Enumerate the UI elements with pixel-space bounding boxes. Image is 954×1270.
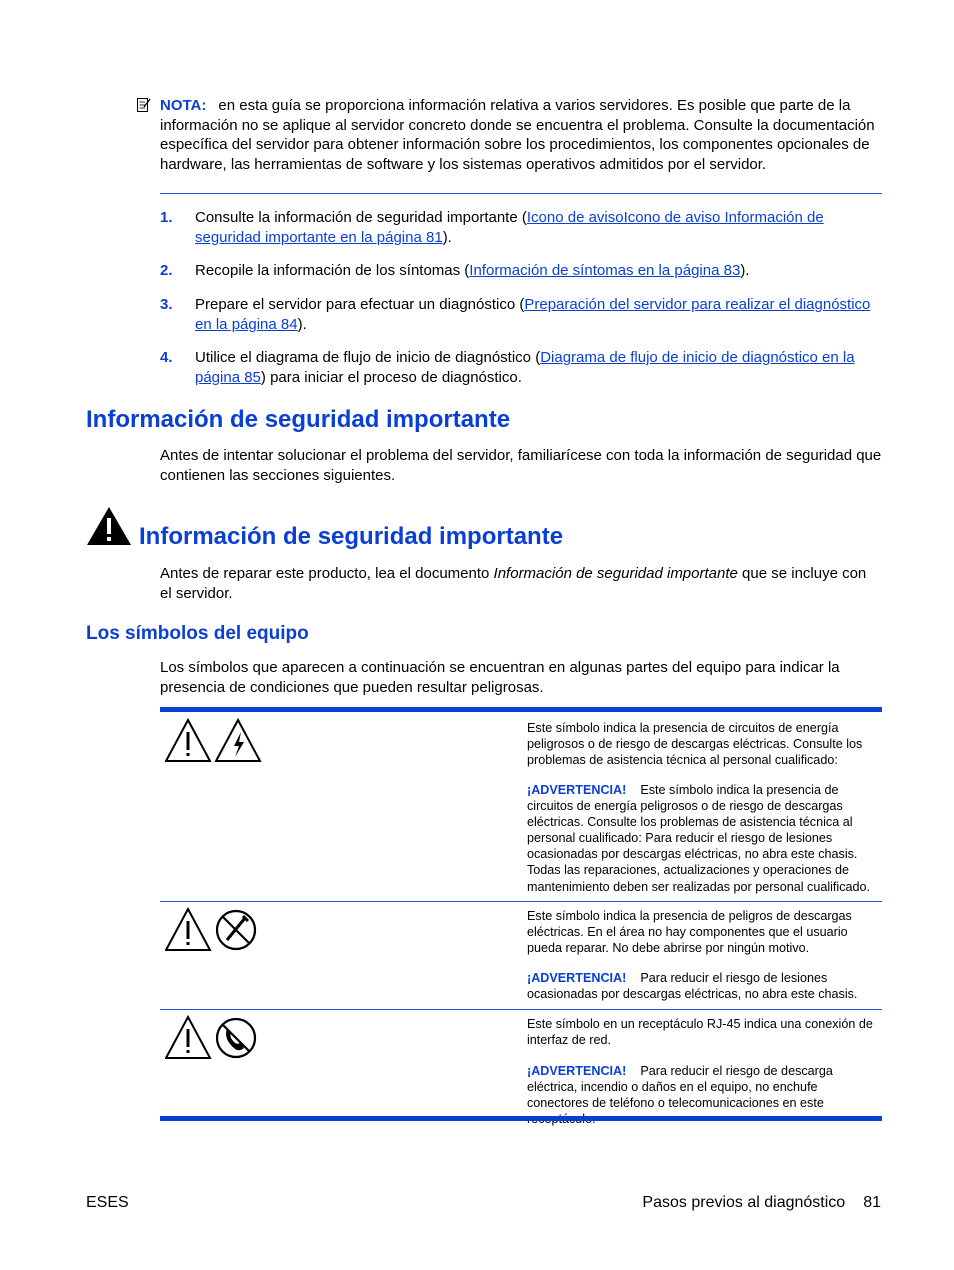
warning-icon xyxy=(86,505,132,547)
step-text-end: ). xyxy=(297,315,307,333)
step-number: 1. xyxy=(160,209,173,226)
section-heading: Información de seguridad importante xyxy=(86,406,511,433)
note-text: en esta guía se proporciona información relativa a varios servidores. Es posible que parte de la información no se aplique al servidor concreto donde se encuentra el problema. Consulte la documentación específica del servidor para obtener información sobre los procedimientos, los componentes opcionales de hardware, las herramientas de software y los sistemas operativos admitidos por el servidor. xyxy=(160,97,875,173)
step-text-end: ). xyxy=(442,228,452,246)
no-access-tool-icon xyxy=(217,911,255,949)
step-text: Consulte la información de seguridad importante ( xyxy=(195,209,527,226)
note-label: NOTA: xyxy=(160,97,207,114)
section-paragraph: Antes de intentar solucionar el problema del servidor, familiarícese con toda la información de seguridad que contienen las secciones siguientes. xyxy=(160,447,882,484)
symbol-pair-no-telephone xyxy=(165,1015,259,1061)
note-block xyxy=(160,96,882,174)
symbol-description: Este símbolo indica la presencia de peligros de descargas eléctricas. En el área no hay componentes que el usuario pueda reparar. No debe abrirse por ningún motivo. xyxy=(527,909,852,956)
table-bottom-rule xyxy=(160,1116,882,1121)
warning-text: Para reducir el riesgo de descarga eléctrica, incendio o daños en el equipo, no enchufe conectores de teléfono o telecomunicaciones en este xyxy=(527,1064,833,1111)
step-item xyxy=(195,261,882,281)
warning-label: ¡ADVERTENCIA! xyxy=(527,1064,627,1078)
step-text: Prepare el servidor para efectuar un diagnóstico ( xyxy=(195,296,525,313)
footer-right xyxy=(642,1193,881,1213)
symbol-pair-no-access xyxy=(165,907,259,953)
warning-text: Este símbolo indica la presencia de circuitos de energía peligrosos o de riesgo de descargas eléctricas. Consulte los problemas de asistencia técnica al personal cualificado: Para reducir el riesgo de lesiones ocasionadas por descargas eléctricas, no abra este chasis. Todas las reparaciones, actualizaciones y operaciones de mantenimiento deben ser realizadas por personal cualificado. xyxy=(527,783,871,894)
step-link[interactable]: Preparación del servidor para realizar el diagnóstico en la página 84 xyxy=(195,296,871,333)
symbol-warning xyxy=(527,970,877,1002)
section-paragraph xyxy=(160,564,882,603)
step-item xyxy=(195,295,882,334)
step-number: 3. xyxy=(160,296,173,313)
symbol-pair-high-voltage xyxy=(165,718,263,764)
step-text: Utilice el diagrama de flujo de inicio de diagnóstico ( xyxy=(195,349,541,366)
step-link[interactable]: Icono de avisoIcono de aviso Información de seguridad importante en la página 81 xyxy=(195,209,824,246)
no-telephone-icon xyxy=(217,1019,255,1057)
high-voltage-triangle-icon xyxy=(216,720,260,761)
warning-triangle-icon xyxy=(166,720,210,761)
step-link[interactable]: Diagrama de flujo de inicio de diagnóstico en la página 85 xyxy=(195,349,855,386)
table-top-rule xyxy=(160,707,882,712)
warning-label: ¡ADVERTENCIA! xyxy=(527,971,627,985)
step-item xyxy=(195,348,882,387)
step-text: Recopile la información de los síntomas ( xyxy=(195,262,470,279)
note-icon xyxy=(137,98,151,112)
warning-triangle-icon xyxy=(166,1017,210,1058)
symbol-description: Este símbolo indica la presencia de circuitos de energía peligrosos o de riesgo de descargas eléctricas. Consulte los problemas de asistencia técnica al personal cualificado: xyxy=(527,721,863,768)
footer-left: ESES xyxy=(86,1194,129,1211)
document-title: Información de seguridad importante xyxy=(493,565,738,582)
symbol-warning xyxy=(527,782,877,895)
step-text-end: ) para iniciar el proceso de diagnóstico. xyxy=(260,368,522,386)
subsection-heading: Los símbolos del equipo xyxy=(86,623,309,644)
warning-text: Para reducir el riesgo de lesiones ocasionadas por descargas eléctricas, no abra este chasis. xyxy=(527,971,858,1002)
note-divider xyxy=(160,193,882,194)
step-number: 4. xyxy=(160,349,173,366)
symbol-description: Este símbolo en un receptáculo RJ-45 indica una conexión de interfaz de red. xyxy=(527,1017,873,1048)
footer-chapter: Pasos previos al diagnóstico xyxy=(642,1194,846,1211)
step-item xyxy=(195,208,882,247)
section-paragraph: Los símbolos que aparecen a continuación se encuentran en algunas partes del equipo para indicar la presencia de condiciones que pueden resultar peligrosas. xyxy=(160,659,840,696)
paragraph-text: que se incluye con el servidor. xyxy=(160,565,867,602)
warning-triangle-icon xyxy=(166,909,210,950)
warning-label: ¡ADVERTENCIA! xyxy=(527,783,627,797)
table-row-divider xyxy=(160,901,882,902)
step-number: 2. xyxy=(160,262,173,279)
paragraph-text: Antes de reparar este producto, lea el documento xyxy=(160,565,494,582)
step-text-end: ). xyxy=(740,262,750,279)
page-number: 81 xyxy=(863,1194,881,1211)
step-link[interactable]: Información de síntomas en la página 83 xyxy=(469,262,741,279)
section-heading-warning: Información de seguridad importante xyxy=(139,523,564,550)
table-row-divider xyxy=(160,1009,882,1010)
